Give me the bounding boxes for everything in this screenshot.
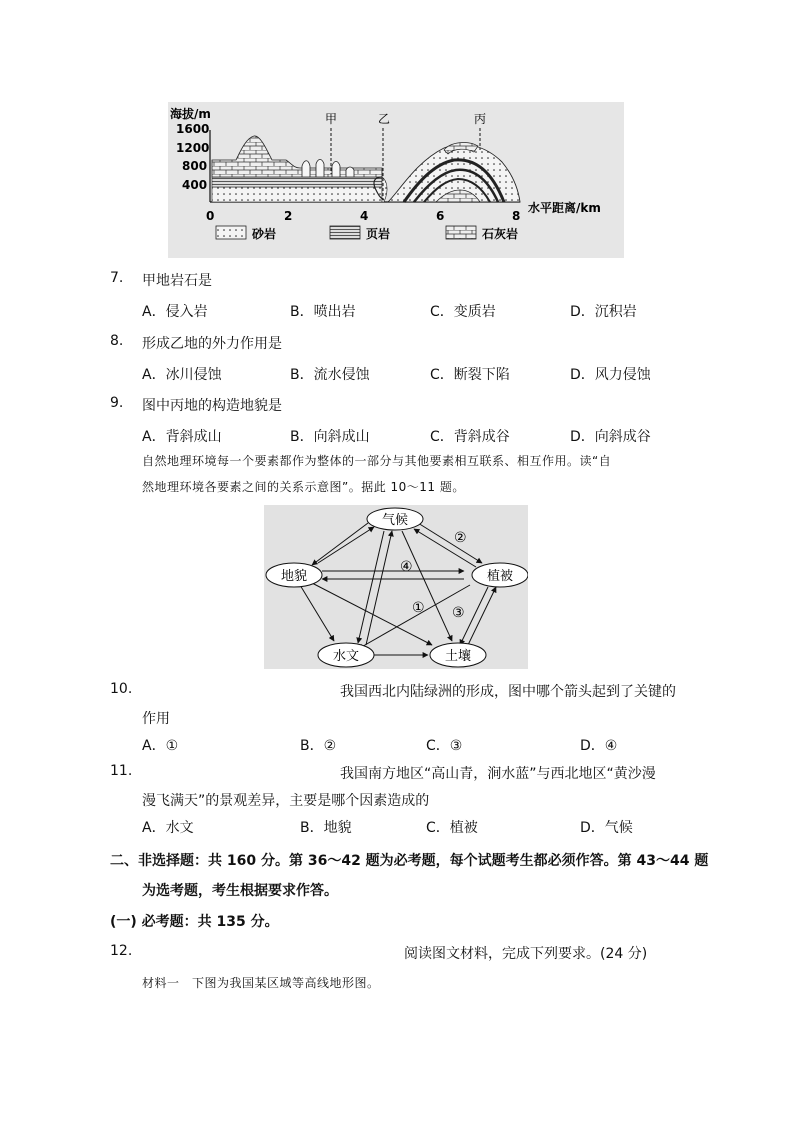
rock-pillar [302, 161, 310, 177]
y-tick: 800 [182, 159, 208, 173]
q8-option-d: D．风力侵蚀 [570, 367, 651, 383]
q10-number: 10. [110, 681, 133, 697]
cross-section-svg [168, 102, 624, 258]
q10-stem-line-2: 作用 [142, 711, 170, 727]
material-1: 材料一 下图为我国某区域等高线地形图。 [142, 976, 380, 990]
x-tick-origin: 0 [206, 209, 215, 223]
q10-option-d: D．④ [580, 738, 618, 754]
q9-option-d: D．向斜成谷 [570, 429, 651, 445]
legend-limestone-label: 石灰岩 [482, 227, 519, 241]
legend-shale-label: 页岩 [366, 227, 391, 241]
relationship-svg [264, 505, 528, 669]
q10-option-b: B．② [300, 738, 337, 754]
q8-option-b: B．流水侵蚀 [290, 367, 370, 383]
point-jia-label: 甲 [325, 112, 338, 126]
q8-option-c: C．断裂下陷 [430, 367, 510, 383]
rock-pillar [332, 162, 340, 178]
q8-stem: 形成乙地的外力作用是 [142, 336, 282, 352]
cross-section-figure [168, 102, 624, 258]
q9-option-a: A．背斜成山 [142, 429, 222, 445]
q7-option-b: B．喷出岩 [290, 304, 356, 320]
section-2-heading-line-1: 二、非选择题：共 160 分。第 36～42 题为必考题，每个试题考生都必须作答。第 43～44 题 [110, 853, 709, 869]
x-tick: 6 [436, 209, 445, 223]
q12-stem: 阅读图文材料，完成下列要求。(24 分) [404, 946, 648, 962]
x-tick: 2 [284, 209, 293, 223]
node-landform-label: 地貌 [280, 569, 308, 584]
arrows [300, 523, 496, 655]
y-tick: 1200 [176, 141, 210, 155]
limestone-layer [212, 136, 382, 177]
q9-option-c: C．背斜成谷 [430, 429, 510, 445]
x-tick: 8 [512, 209, 521, 223]
y-tick: 1600 [176, 122, 210, 136]
node-soil-label: 土壤 [444, 649, 472, 664]
y-axis-label: 海拔/m [170, 107, 211, 121]
rock-pillar [346, 167, 354, 177]
section-required-heading: (一) 必考题：共 135 分。 [110, 914, 279, 930]
arrow-mark-1: ① [412, 600, 425, 616]
sandstone-layer [212, 187, 382, 202]
point-yi-label: 乙 [378, 112, 391, 126]
arrow-mark-3: ③ [452, 605, 465, 621]
q11-option-d: D．气候 [580, 820, 633, 836]
node-hydrology-label: 水文 [332, 649, 360, 664]
q11-option-a: A．水文 [142, 820, 194, 836]
q8-option-a: A．冰川侵蚀 [142, 367, 222, 383]
q10-option-a: A．① [142, 738, 179, 754]
relationship-figure [264, 505, 528, 669]
intro-line-2: 然地理环境各要素之间的关系示意图”。据此 10～11 题。 [142, 480, 465, 494]
rock-pillar [316, 160, 324, 178]
q7-option-a: A．侵入岩 [142, 304, 208, 320]
legend-shale-swatch [330, 226, 360, 239]
x-tick: 4 [360, 209, 369, 223]
q7-stem: 甲地岩石是 [142, 273, 212, 289]
q8-number: 8. [110, 333, 124, 349]
q9-number: 9. [110, 395, 124, 411]
q11-option-b: B．地貌 [300, 820, 352, 836]
q9-stem: 图中丙地的构造地貌是 [142, 398, 282, 414]
shale-layer [212, 177, 382, 187]
q11-stem-line-1: 我国南方地区“高山青，涧水蓝”与西北地区“黄沙漫 [340, 766, 656, 782]
arrow-mark-2: ② [454, 530, 467, 546]
q11-option-c: C．植被 [426, 820, 478, 836]
section-2-heading-line-2: 为选考题，考生根据要求作答。 [142, 883, 338, 899]
legend-sandstone-swatch [216, 226, 246, 239]
legend-limestone-swatch [446, 226, 476, 239]
intro-line-1: 自然地理环境每一个要素都作为整体的一部分与其他要素相互联系、相互作用。读“自 [142, 454, 612, 468]
node-climate-label: 气候 [381, 513, 409, 528]
q11-number: 11. [110, 763, 133, 779]
q9-option-b: B．向斜成山 [290, 429, 370, 445]
q10-option-c: C．③ [426, 738, 463, 754]
q10-stem-line-1: 我国西北内陆绿洲的形成，图中哪个箭头起到了关键的 [340, 684, 676, 700]
x-axis-label: 水平距离/km [528, 201, 601, 215]
legend-sandstone-label: 砂岩 [252, 227, 277, 241]
q7-option-d: D．沉积岩 [570, 304, 637, 320]
arrow-mark-4: ④ [400, 559, 413, 575]
q7-option-c: C．变质岩 [430, 304, 496, 320]
point-bing-label: 丙 [474, 112, 487, 126]
y-tick: 400 [182, 178, 208, 192]
q11-stem-line-2: 漫飞满天”的景观差异，主要是哪个因素造成的 [142, 793, 430, 809]
node-vegetation-label: 植被 [486, 569, 514, 584]
q7-number: 7. [110, 270, 124, 286]
q12-number: 12. [110, 943, 133, 959]
